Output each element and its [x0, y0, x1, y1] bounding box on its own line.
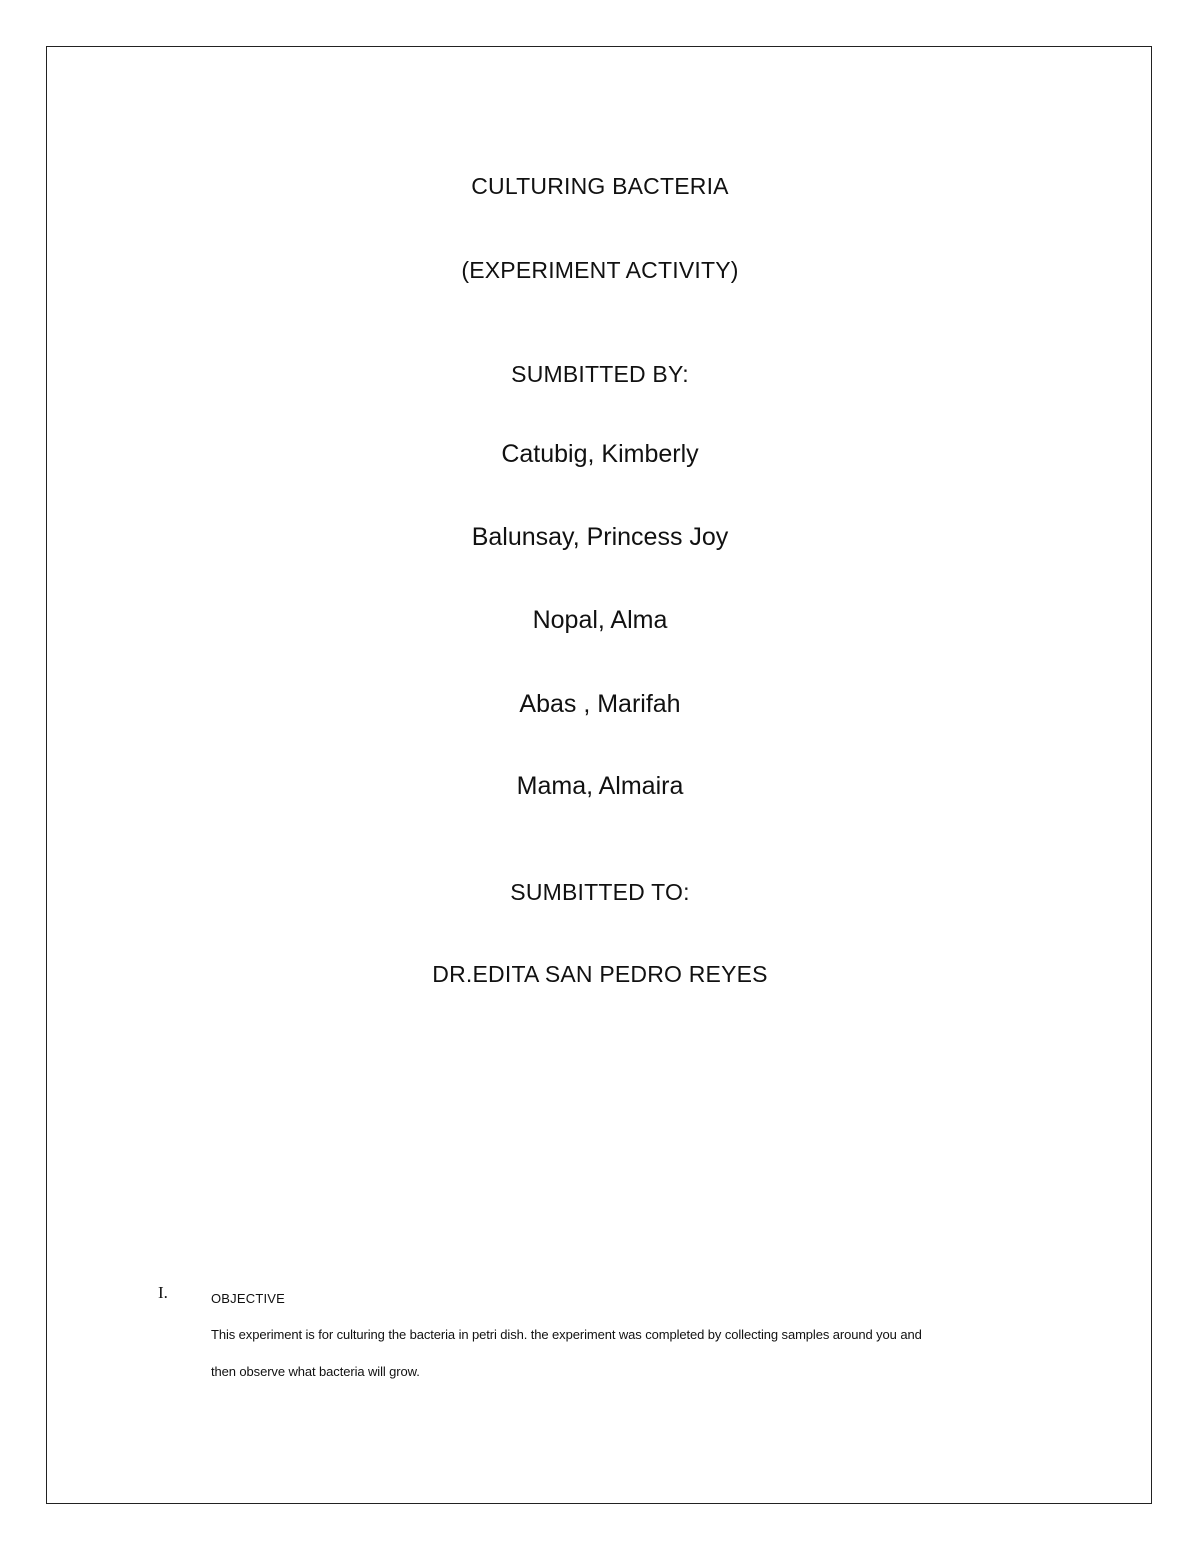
submitted-to-name: DR.EDITA SAN PEDRO REYES	[432, 961, 768, 987]
objective-text-line: then observe what bacteria will grow.	[211, 1364, 420, 1379]
submitted-to-label: SUMBITTED TO:	[510, 879, 690, 905]
document-title: CULTURING BACTERIA	[471, 173, 729, 199]
member-name: Nopal, Alma	[532, 606, 668, 634]
member-name: Mama, Almaira	[516, 772, 684, 800]
section-number: I.	[158, 1283, 168, 1302]
objective-text-line: This experiment is for culturing the bacteria in petri dish. the experiment was completed by collecting samples around you and	[211, 1327, 922, 1342]
document-subtitle: (EXPERIMENT ACTIVITY)	[461, 257, 739, 283]
objective-heading: OBJECTIVE	[211, 1291, 286, 1306]
member-name: Abas , Marifah	[519, 690, 681, 718]
member-name: Balunsay, Princess Joy	[471, 523, 729, 551]
member-name: Catubig, Kimberly	[501, 440, 699, 468]
submitted-by-label: SUMBITTED BY:	[511, 361, 689, 387]
